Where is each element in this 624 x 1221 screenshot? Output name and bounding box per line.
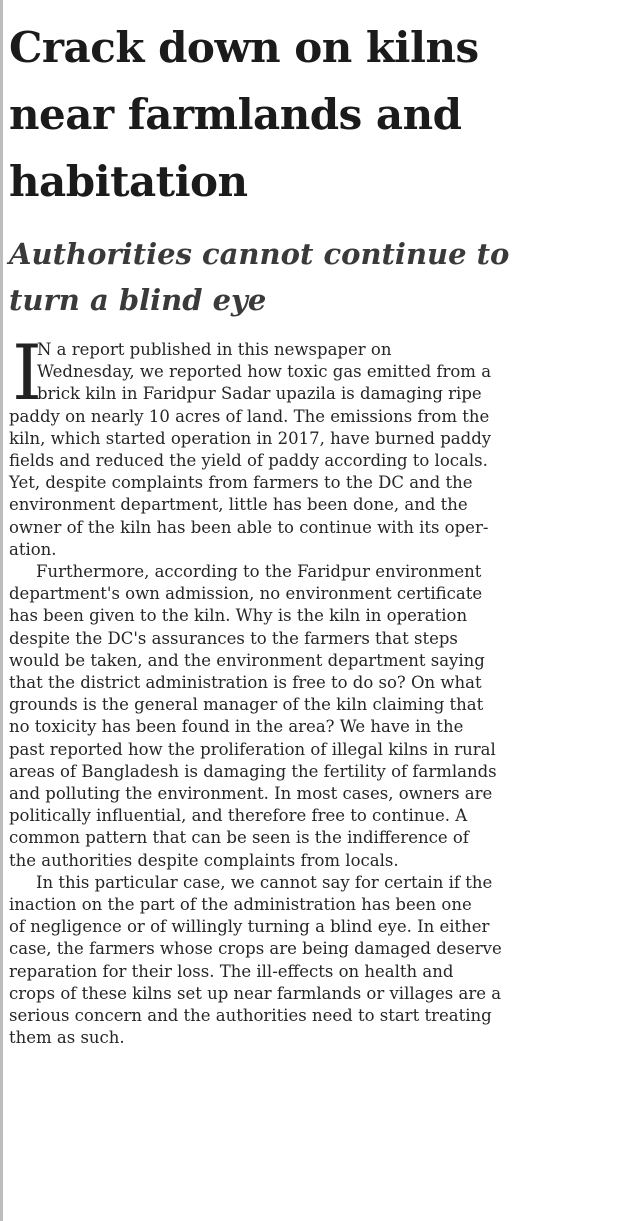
text-line: politically influential, and therefore free to continue. A <box>9 806 468 826</box>
text-line: inaction on the part of the administration has been one <box>9 895 472 915</box>
text-line: ation. <box>9 539 57 559</box>
headline-line: Crack down on kilns <box>9 23 479 72</box>
text-line: that the district administration is free to do so? On what <box>9 673 482 693</box>
text-line: them as such. <box>9 1028 125 1048</box>
text-line: owner of the kiln has been able to continue with its oper- <box>9 517 489 537</box>
text-line: serious concern and the authorities need to start treating <box>9 1006 492 1026</box>
text-line: of negligence or of willingly turning a blind eye. In either <box>9 917 490 937</box>
text-line: brick kiln in Faridpur Sadar upazila is damaging ripe <box>37 384 482 404</box>
text-line: In this particular case, we cannot say for certain if the <box>36 872 493 892</box>
text-line: fields and reduced the yield of paddy according to locals. <box>9 451 488 471</box>
paragraph-2 <box>9 561 615 872</box>
text-line: crops of these kilns set up near farmlands or villages are a <box>9 983 502 1003</box>
text-line: past reported how the proliferation of illegal kilns in rural <box>9 739 496 759</box>
text-line: and polluting the environment. In most cases, owners are <box>9 784 493 804</box>
page-edge <box>0 0 3 1221</box>
text-line: grounds is the general manager of the kiln claiming that <box>9 695 484 715</box>
text-line: no toxicity has been found in the area? We have in the <box>9 717 464 737</box>
drop-cap: I <box>12 328 43 417</box>
paragraph-1 <box>9 328 615 561</box>
headline-line: near farmlands and <box>9 90 462 139</box>
text-line: Yet, despite complaints from farmers to the DC and the <box>9 473 473 493</box>
text-line: Wednesday, we reported how toxic gas emitted from a <box>37 362 492 382</box>
text-line: case, the farmers whose crops are being damaged deserve <box>9 939 502 959</box>
headline <box>9 0 615 215</box>
text-line: kiln, which started operation in 2017, have burned paddy <box>9 428 492 448</box>
paragraph-3 <box>9 872 615 1050</box>
subheadline-line: Authorities cannot continue to <box>9 237 510 271</box>
text-line: has been given to the kiln. Why is the kiln in operation <box>9 606 468 626</box>
text-line: environment department, little has been done, and the <box>9 495 468 515</box>
article-body <box>9 328 615 1050</box>
text-line: would be taken, and the environment department saying <box>9 650 485 670</box>
text-line: paddy on nearly 10 acres of land. The emissions from the <box>9 406 490 426</box>
text-line: Furthermore, according to the Faridpur environment <box>36 562 482 582</box>
text-line: areas of Bangladesh is damaging the fertility of farmlands <box>9 761 497 781</box>
editorial-article <box>9 0 615 1050</box>
text-line: reparation for their loss. The ill-effects on health and <box>9 961 454 981</box>
text-line: common pattern that can be seen is the indifference of <box>9 828 469 848</box>
text-line: department's own admission, no environment certificate <box>9 584 483 604</box>
text-line: N a report published in this newspaper on <box>37 340 392 359</box>
text-line: the authorities despite complaints from locals. <box>9 850 399 870</box>
headline-line: habitation <box>9 157 248 206</box>
subheadline <box>9 215 615 323</box>
text-line: despite the DC's assurances to the farmers that steps <box>9 628 458 648</box>
subheadline-line: turn a blind eye <box>9 283 267 317</box>
